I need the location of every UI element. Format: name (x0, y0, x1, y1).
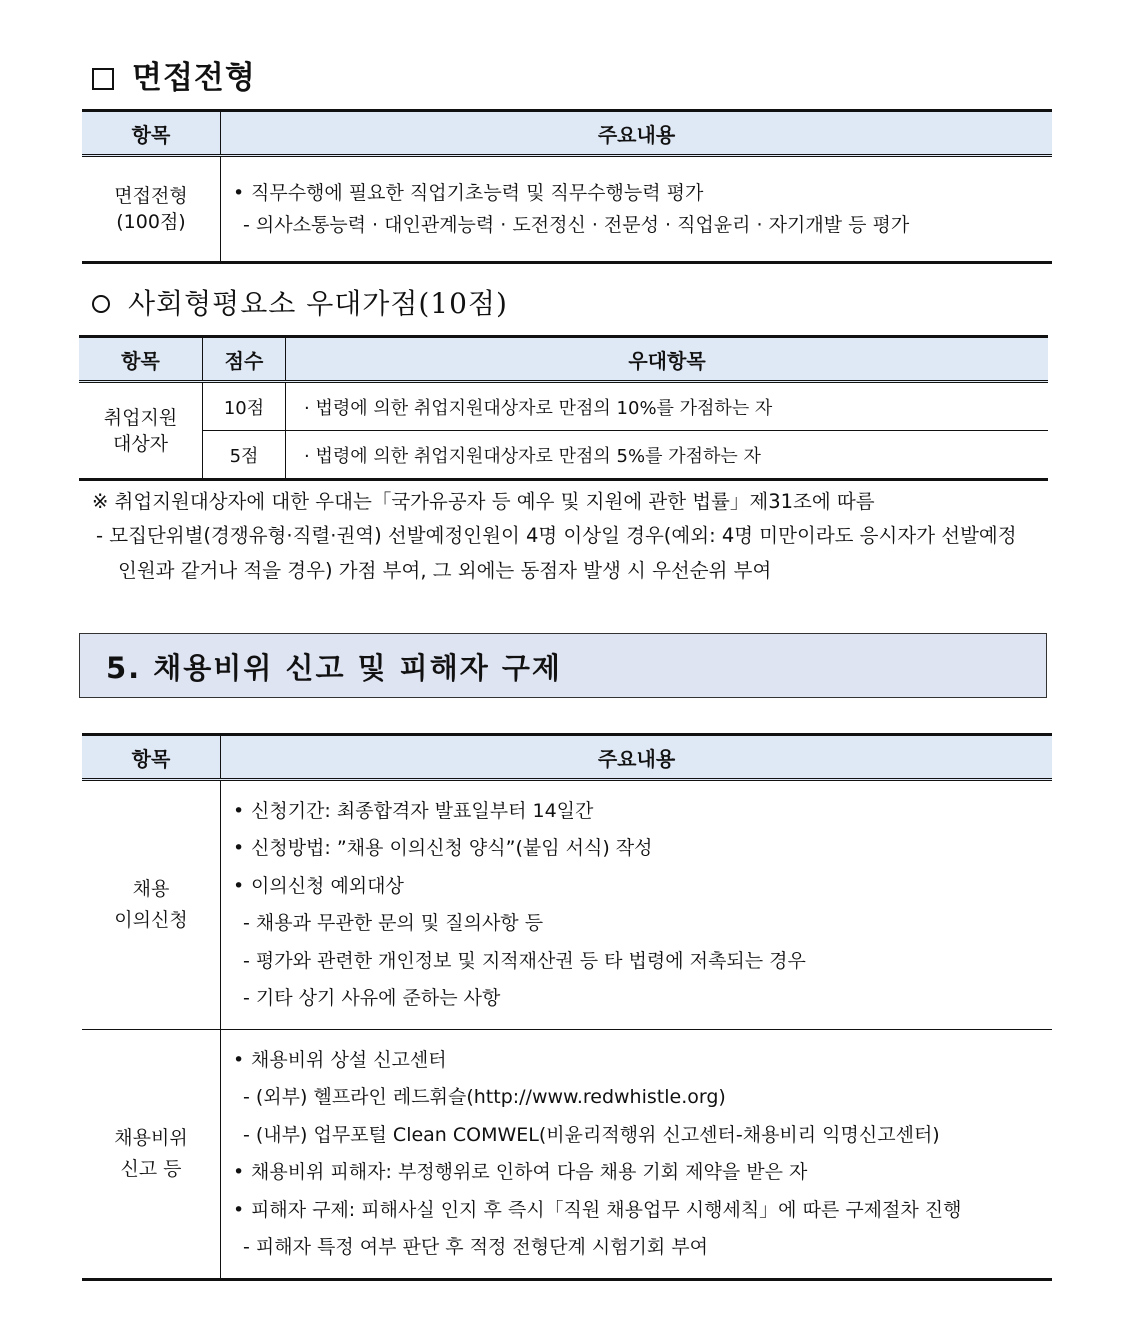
interview-table (82, 109, 1052, 264)
table-header-row (82, 111, 1052, 156)
header-preference: 우대항목 (286, 337, 1049, 382)
circle-bullet-icon (92, 295, 110, 313)
sub-line: - 피해자 특정 여부 판단 후 적정 전형단계 시험기회 부여 (243, 1236, 709, 1258)
preference-cell: · 법령에 의한 취업지원대상자로 만점의 5%를 가점하는 자 (286, 431, 1049, 480)
section-title-interview-text: 면접전형 (132, 60, 256, 96)
table-header-row (79, 337, 1048, 382)
sub-line: - 의사소통능력 · 대인관계능력 · 도전정신 · 전문성 · 직업윤리 · 자기개발 등 평가 (243, 214, 910, 236)
table-row (82, 156, 1052, 263)
bullet-line: • 신청방법: ”채용 이의신청 양식”(붙임 서식) 작성 (233, 830, 1052, 868)
checkbox-square-icon (92, 68, 114, 90)
header-item: 항목 (79, 337, 203, 382)
row-content (221, 156, 1053, 263)
row-label (82, 156, 221, 263)
section5-title: 5. 채용비위 신고 및 피해자 구제 (106, 651, 562, 685)
bullet-line: • 신청기간: 최종합격자 발표일부터 14일간 (233, 793, 1052, 831)
note-line: 인원과 같거나 적을 경우) 가점 부여, 그 외에는 동점자 발생 시 우선순위 부여 (118, 559, 772, 582)
row-label (82, 780, 221, 1030)
header-content: 주요내용 (221, 111, 1053, 156)
bullet-line: • 채용비위 상설 신고센터 (233, 1042, 1052, 1080)
header-score: 점수 (203, 337, 286, 382)
bullet-line: • 이의신청 예외대상 (233, 868, 1052, 906)
sub-line: - (외부) 헬프라인 레드휘슬(http://www.redwhistle.org) (243, 1086, 726, 1108)
row-label-line: 채용 (132, 878, 170, 900)
note-line: - 모집단위별(경쟁유형·직렬·권역) 선발예정인원이 4명 이상일 경우(예외: 4명 미만이라도 응시자가 선발예정 (96, 524, 1017, 547)
row-label (82, 1030, 221, 1280)
table-row (79, 382, 1048, 431)
table-row (79, 431, 1048, 480)
row-content (221, 1030, 1053, 1280)
score-cell: 10점 (203, 382, 286, 431)
sub-line: - 기타 상기 사유에 준하는 사항 (243, 987, 501, 1009)
header-item: 항목 (82, 111, 221, 156)
table-row (82, 780, 1052, 1030)
bonus-table (79, 335, 1048, 481)
bullet-line: • 채용비위 피해자: 부정행위로 인하여 다음 채용 기회 제약을 받은 자 (233, 1154, 1052, 1192)
preference-cell: · 법령에 의한 취업지원대상자로 만점의 10%를 가점하는 자 (286, 382, 1049, 431)
row-label-line: 취업지원 (103, 406, 178, 429)
row-label-line: 채용비위 (114, 1127, 188, 1149)
sub-line: - 채용과 무관한 문의 및 질의사항 등 (243, 912, 544, 934)
sub-line: - (내부) 업무포털 Clean COMWEL(비윤리적행위 신고센터-채용비리 익명신고센터) (243, 1123, 940, 1146)
row-label-line: 면접전형 (114, 185, 188, 207)
header-item: 항목 (82, 735, 221, 780)
row-content (221, 780, 1053, 1030)
row-label-line: 이의신청 (114, 909, 188, 931)
row-label-line: 대상자 (112, 432, 169, 455)
header-content: 주요내용 (221, 735, 1053, 780)
row-label (79, 382, 203, 480)
bullet-line: • 피해자 구제: 피해사실 인지 후 즉시「직원 채용업무 시행세칙」에 따른 구제절차 진행 (233, 1192, 1052, 1230)
report-table (82, 733, 1052, 1281)
score-cell: 5점 (203, 431, 286, 480)
row-label-line: 신고 등 (120, 1158, 182, 1180)
bullet-line: • 직무수행에 필요한 직업기초능력 및 직무수행능력 평가 (233, 177, 1052, 209)
section5-banner (79, 633, 1047, 698)
table-row (82, 1030, 1052, 1280)
note-line: ※ 취업지원대상자에 대한 우대는「국가유공자 등 예우 및 지원에 관한 법률」제31조에 따름 (92, 490, 875, 513)
section-title-bonus-text: 사회형평요소 우대가점(10점) (128, 287, 508, 320)
table-header-row (82, 735, 1052, 780)
section-title-interview (92, 52, 256, 97)
row-label-line: (100점) (116, 211, 186, 233)
section-title-bonus (92, 282, 508, 322)
sub-line: - 평가와 관련한 개인정보 및 지적재산권 등 타 법령에 저촉되는 경우 (243, 949, 806, 972)
